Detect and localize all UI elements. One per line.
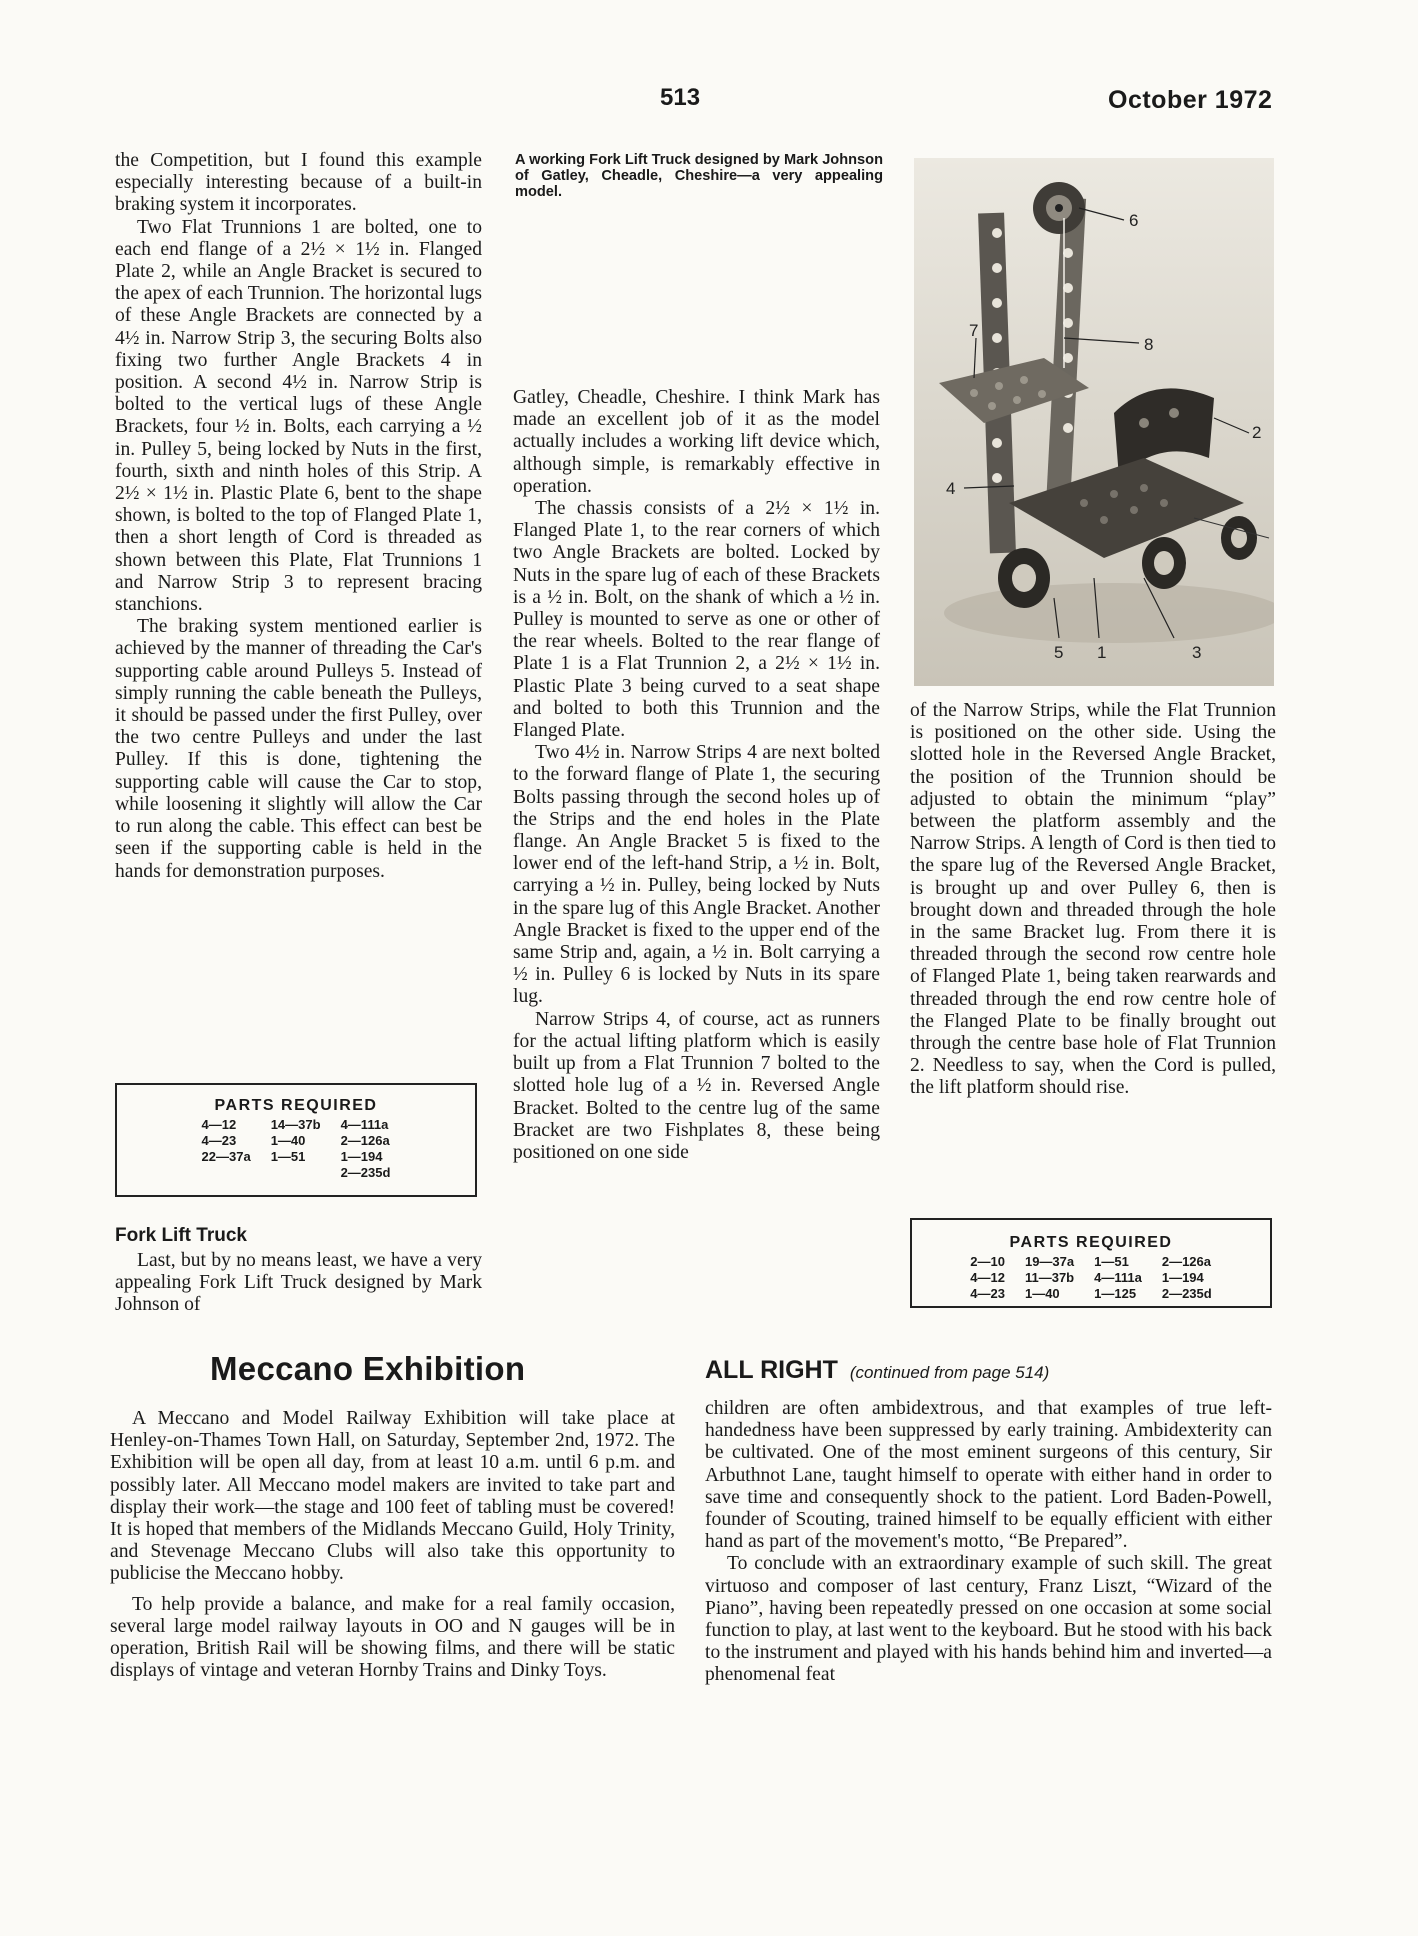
- parts-cell: 4—12: [970, 1270, 1005, 1285]
- fork-lift-truck-illustration: [914, 158, 1274, 686]
- page-number: 513: [660, 84, 701, 111]
- parts-cell: 4—12: [201, 1117, 237, 1132]
- photo-label: 1: [1097, 643, 1107, 662]
- article-paragraph: Two 4½ in. Narrow Strips 4 are next bolted to the forward flange of Plate 1, the securing Bolts passing through the second holes up of the Strips and the end holes in the Plate flange. An Angle Bracket 5 is fixed to the lower end of the left-hand Strip, a ½ in. Bolt, carrying a ½ in. Pulley, being locked by Nuts in the spare lug of this Angle Bracket. Another Angle Bracket is fixed to the upper end of the same Strip and, again, a ½ in. Bolt carrying a ½ in. Pulley 6 is locked by Nuts in its spare lug.: [513, 742, 880, 1008]
- parts-row: [192, 1133, 401, 1149]
- parts-cell: 1—194: [1161, 1270, 1204, 1285]
- parts-cell: 22—37a: [201, 1149, 251, 1164]
- issue-date: October 1972: [1108, 86, 1273, 114]
- exhibition-heading: Meccano Exhibition: [210, 1350, 526, 1387]
- exhibition-article: [110, 1408, 675, 1682]
- column-2: [513, 387, 880, 1164]
- parts-cell: [261, 1165, 331, 1181]
- photo-label: 3: [1192, 643, 1202, 662]
- parts-row: [192, 1117, 401, 1133]
- parts-cell: 1—194: [340, 1149, 383, 1164]
- parts-table: [192, 1117, 401, 1181]
- parts-row: [960, 1254, 1221, 1270]
- article-paragraph: Narrow Strips 4, of course, act as runners for the actual lifting platform which is easily built up from a Flat Trunnion 7 bolted to the slotted hole lug of a ½ in. Reversed Angle Bracket. Bolted to the centre lug of the same Bracket are two Fishplates 8, these being positioned on one side: [513, 1008, 880, 1163]
- continued-note: (continued from page 514): [849, 1363, 1050, 1382]
- parts-cell: 1—51: [1094, 1254, 1129, 1269]
- parts-row: [960, 1286, 1221, 1302]
- parts-box-title: PARTS REQUIRED: [214, 1097, 378, 1114]
- photo-label: 5: [1054, 643, 1064, 662]
- parts-cell: 19—37a: [1024, 1254, 1075, 1269]
- photo-label: 8: [1144, 335, 1154, 354]
- parts-required-box: [115, 1083, 477, 1197]
- article-paragraph: children are often ambidextrous, and that examples of true left-handedness have been suppressed by early training. Ambidexterity can be cultivated. One of the most eminent surgeons of this century, Sir Arbuthnot Lane, taught himself to operate with either hand in order to save time and consequently shock to the patient. Lord Baden-Powell, founder of Scouting, trained himself to be equally efficient with either hand as part of the movement's motto, “Be Prepared”.: [705, 1398, 1272, 1553]
- fork-lift-intro: [115, 1250, 482, 1317]
- parts-cell: 4—111a: [1094, 1270, 1142, 1285]
- parts-cell: 2—126a: [1161, 1254, 1211, 1269]
- parts-cell: 2—235d: [340, 1165, 391, 1180]
- article-paragraph: Two Flat Trunnions 1 are bolted, one to each end flange of a 2½ × 1½ in. Flanged Plate 2, while an Angle Bracket is secured to the apex of each Trunnion. The horizontal lugs of these Angle Brackets are connected by a 4½ in. Narrow Strip 3, the securing Bolts also fixing two further Angle Brackets 4 in position. A second 4½ in. Narrow Strip is bolted to the vertical lugs of these Angle Brackets, four ½ in. Bolts, each carrying a ½ in. Pulley 5, being locked by Nuts in the first, fourth, sixth and ninth holes of this Strip. A 2½ × 1½ in. Plastic Plate 6, bent to the shape shown, is bolted to the top of Flanged Plate 1, then a short length of Cord is threaded as shown between this Plate, Flat Trunnions 1 and Narrow Strip 3 to represent bracing stanchions.: [115, 216, 482, 616]
- photo-label: 4: [946, 479, 956, 498]
- all-right-article: [705, 1398, 1272, 1687]
- column-3: [910, 700, 1276, 1100]
- parts-row: [192, 1149, 401, 1165]
- parts-row: [960, 1270, 1221, 1286]
- parts-cell: 11—37b: [1024, 1270, 1075, 1285]
- article-paragraph: of the Narrow Strips, while the Flat Trunnion is positioned on the other side. Using the slotted hole in the Reversed Angle Bracket, the position of the Trunnion should be adjusted to obtain the minimum “play” between the platform assembly and the Narrow Strips. A length of Cord is then tied to the spare lug of the Reversed Angle Bracket, is brought up and over Pulley 6, then is brought down and threaded through the hole in the same Bracket lug. From there it is threaded through the second row centre hole of Flanged Plate 1, being taken rearwards and threaded through the end row centre hole of the Flanged Plate to be finally brought out through the centre base hole of Flat Trunnion 2. Needless to say, when the Cord is pulled, the lift platform should rise.: [910, 700, 1276, 1099]
- parts-row: [192, 1165, 401, 1181]
- article-paragraph: A Meccano and Model Railway Exhibition will take place at Henley-on-Thames Town Hall, on Saturday, September 2nd, 1972. The Exhibition will be open all day, from at least 10 a.m. until 6 p.m. and possibly later. All Meccano model makers are invited to take part and display their work—the stage and 100 feet of tabling must be covered! It is hoped that members of the Midlands Meccano Guild, Holy Trinity, and Stevenage Meccano Clubs will also take this opportunity to publicise the Meccano hobby.: [110, 1408, 675, 1585]
- article-paragraph: To help provide a balance, and make for a real family occasion, several large model railway layouts in OO and N gauges will be in operation, British Rail will be showing films, and there will be static displays of vintage and veteran Hornby Trains and Dinky Toys.: [110, 1593, 675, 1682]
- photo-caption: A working Fork Lift Truck designed by Mark Johnson of Gatley, Cheadle, Cheshire—a very appealing model.: [515, 152, 883, 200]
- article-paragraph: To conclude with an extraordinary example of such skill. The great virtuoso and composer of last century, Franz Liszt, “Wizard of the Piano”, having been repeatedly pressed on one occasion at some social function to play, at last went to the keyboard. But he stood with his back to the instrument and played with his hands behind him and inverted—a phenomenal feat: [705, 1553, 1272, 1686]
- parts-box-title: PARTS REQUIRED: [1009, 1234, 1173, 1251]
- parts-cell: 4—111a: [340, 1117, 389, 1132]
- parts-cell: 2—10: [970, 1254, 1005, 1269]
- article-paragraph: The chassis consists of a 2½ × 1½ in. Flanged Plate 1, to the rear corners of which two Angle Brackets are bolted. Locked by Nuts in the spare lug of each of these Brackets is a ½ in. Bolt, on the shank of which a ½ in. Pulley is mounted to serve as one or other of the rear wheels. Bolted to the rear flange of Plate 1 is a Flat Trunnion 2, a 2½ × 1½ in. Plastic Plate 3 being curved to a seat shape and bolted to both this Trunnion and the Flanged Plate.: [513, 498, 880, 742]
- parts-cell: 4—23: [201, 1133, 237, 1148]
- parts-cell: [192, 1165, 261, 1181]
- parts-cell: 4—23: [970, 1286, 1005, 1301]
- photo-label: 7: [969, 321, 979, 340]
- photo-label: 2: [1252, 423, 1262, 442]
- article-paragraph: The braking system mentioned earlier is achieved by the manner of threading the Car's supporting cable around Pulleys 5. Instead of simply running the cable beneath the Pulleys, it should be passed under the first Pulley, over the two centre Pulleys and under the last Pulley. If this is done, tightening the supporting cable will cause the Car to stop, while loosening it slightly will allow the Car to run along the cable. This effect can best be seen if the supporting cable is held in the hands for demonstration purposes.: [115, 616, 482, 882]
- parts-cell: 2—126a: [340, 1133, 390, 1148]
- parts-cell: 14—37b: [270, 1117, 321, 1132]
- parts-cell: 1—125: [1094, 1286, 1137, 1301]
- photo-label: 6: [1129, 211, 1139, 230]
- parts-cell: 2—235d: [1161, 1286, 1212, 1301]
- all-right-heading-row: [705, 1356, 1049, 1385]
- all-right-heading: ALL RIGHT: [705, 1356, 838, 1384]
- parts-cell: 1—51: [270, 1149, 306, 1164]
- column-1: [115, 150, 482, 883]
- article-paragraph: the Competition, but I found this example especially interesting because of a built-in braking system it incorporates.: [115, 150, 482, 216]
- parts-cell: 1—40: [270, 1133, 306, 1148]
- parts-table: [960, 1254, 1221, 1302]
- fork-lift-heading: Fork Lift Truck: [115, 1225, 247, 1246]
- fork-lift-truck-photo: [914, 158, 1274, 686]
- parts-cell: 1—40: [1024, 1286, 1060, 1301]
- article-paragraph: Gatley, Cheadle, Cheshire. I think Mark has made an excellent job of it as the model actually includes a working lift device which, although simple, is remarkably effective in operation.: [513, 387, 880, 497]
- parts-required-box: [910, 1218, 1272, 1308]
- article-paragraph: Last, but by no means least, we have a very appealing Fork Lift Truck designed by Mark Johnson of: [115, 1250, 482, 1316]
